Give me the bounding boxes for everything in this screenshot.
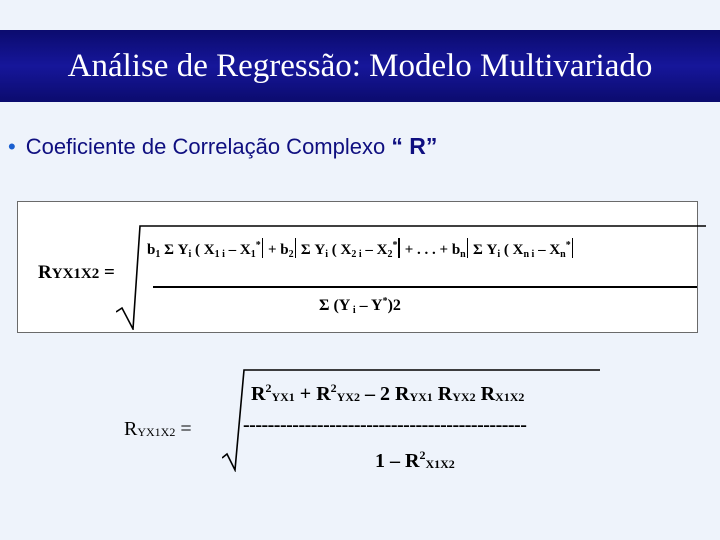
formula2-numerator — [251, 381, 524, 406]
bullet-icon: • — [8, 134, 16, 159]
formula1-lhs — [38, 262, 115, 284]
formula2-denominator — [375, 448, 455, 473]
slide-title: Análise de Regressão: Modelo Multivariado — [67, 48, 653, 84]
num-x2bar-sub: 2 — [387, 249, 393, 260]
f2-sub1: YX1 — [271, 390, 295, 404]
num-x1bar-sub: 1 — [250, 249, 256, 260]
num-minus1: – X — [224, 242, 251, 258]
f2-sub5: X1X2 — [495, 390, 525, 404]
den-text2: – Y — [355, 297, 383, 314]
formula2-lhs-r: R — [124, 418, 138, 440]
num-sigman: Σ Y — [469, 242, 498, 258]
bullet-text: Coeficiente de Correlação Complexo — [25, 134, 392, 159]
den-sub: i — [350, 305, 356, 316]
f2-sub3: YX1 — [409, 390, 433, 404]
formula1-numerator — [147, 238, 574, 260]
formula2-lhs-sub: YX1X2 — [137, 425, 176, 439]
formula2-lhs — [124, 418, 192, 441]
bullet-line — [8, 133, 437, 160]
den-text3: )2 — [387, 297, 401, 314]
num-star1: * — [255, 240, 261, 251]
f2-plus: + R — [294, 383, 331, 405]
num-y-subn: i — [497, 249, 501, 260]
num-b1-sub: 1 — [155, 249, 161, 260]
f2-sup1: 2 — [265, 381, 272, 395]
den-text1: Σ (Y — [319, 297, 351, 314]
num-xn-sub: n i — [523, 249, 535, 260]
f2-sub4: YX2 — [452, 390, 476, 404]
num-y-sub1: i — [188, 249, 192, 260]
formula1-denominator — [319, 296, 401, 316]
formula-box-1 — [17, 201, 698, 333]
num-plus-b2: + b — [264, 242, 289, 258]
formula1-lhs-eq: = — [99, 262, 115, 283]
num-sigma2: Σ Y — [297, 242, 326, 258]
num-star2: * — [392, 240, 398, 251]
abs-bar-icon — [467, 238, 469, 258]
num-minus2: – X — [361, 242, 388, 258]
num-x2-sub: 2 i — [351, 249, 362, 260]
f2-denom-sub: X1X2 — [425, 457, 455, 471]
bullet-r-quote: “ R” — [391, 133, 438, 159]
formula1-lhs-sub: YX1X2 — [51, 266, 100, 282]
f2-denom-sup: 2 — [419, 448, 426, 462]
formula1-fraction-line — [153, 286, 697, 288]
num-ellipsis: + . . . + b — [400, 242, 461, 258]
num-bn-sub: n — [460, 249, 466, 260]
formula1-lhs-r: R — [38, 262, 52, 283]
num-parenn: ( X — [500, 242, 524, 258]
num-paren1: ( X — [191, 242, 215, 258]
num-b1: b — [147, 242, 156, 258]
num-y-sub2: i — [325, 249, 329, 260]
f2-r1: R — [251, 383, 266, 405]
f2-r4: R — [432, 383, 453, 405]
num-minusn: – X — [534, 242, 561, 258]
f2-sup2: 2 — [330, 381, 337, 395]
abs-bar-icon — [572, 238, 574, 258]
f2-sub2: YX2 — [336, 390, 360, 404]
f2-minus: – 2 R — [359, 383, 410, 405]
formula2-fraction-dashes: ---------------------------------------------- — [243, 414, 527, 436]
den-star: * — [382, 296, 388, 307]
f2-denom-one: 1 – R — [375, 450, 420, 472]
num-paren2: ( X — [328, 242, 352, 258]
abs-bar-icon — [262, 238, 264, 258]
num-sigma1: Σ Y — [160, 242, 189, 258]
num-xnbar-sub: n — [560, 249, 566, 260]
num-x1-sub: 1 i — [214, 249, 225, 260]
abs-bar-icon — [398, 238, 400, 258]
num-starn: * — [565, 240, 571, 251]
abs-bar-icon — [295, 238, 297, 258]
num-b2-sub: 2 — [288, 249, 294, 260]
formula2-lhs-eq: = — [175, 418, 192, 440]
f2-r5: R — [475, 383, 496, 405]
